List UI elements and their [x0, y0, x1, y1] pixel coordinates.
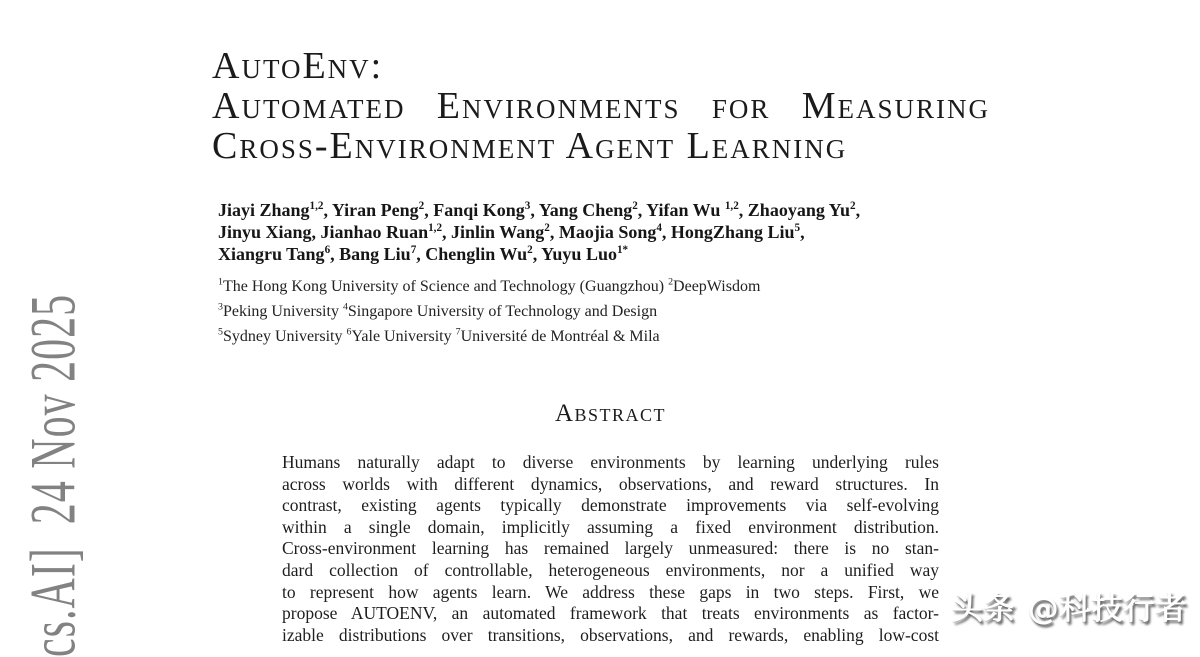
paper-title [212, 46, 990, 166]
affiliations-list [218, 274, 978, 349]
text-line: dard collection of controllable, heterogeneous environments, nor a unified way [282, 559, 939, 580]
arxiv-sidebar-label: cs.AI] 24 Nov 2025 [18, 293, 91, 657]
text-line: contrast, existing agents typically demonstrate improvements via self-evolving [282, 495, 939, 516]
text-line: Jinyu Xiang, Jianhao Ruan$^{1,2}$, Jinlin Wang$^2$, Maojia Song$^4$, HongZhang Liu$^5$, [218, 222, 805, 242]
text-line: izable distributions over transitions, observations, and rewards, enabling low-cost [282, 624, 939, 645]
text-line: $^3$Peking University $^4$Singapore University of Technology and Design [218, 301, 658, 320]
text-line: Humans naturally adapt to diverse environments by learning underlying rules [282, 452, 939, 472]
text-line: Cross-environment learning has remained largely unmeasured: there is no stan- [282, 538, 939, 559]
text-line: $^1$The Hong Kong University of Science and Technology (Guangzhou) $^2$DeepWisdom [218, 276, 761, 295]
text-line: $^5$Sydney University $^6$Yale University $^7$Université de Montréal & Mila [218, 326, 660, 345]
text-line: within a single domain, implicitly assuming a fixed environment distribution. [282, 516, 939, 537]
abstract-text [282, 452, 939, 646]
text-line: Xiangru Tang$^6$, Bang Liu$^7$, Chenglin Wu$^2$, Yuyu Luo$^{1*}$ [218, 244, 629, 264]
text-line: propose AUTOENV, an automated framework that treats environments as factor- [282, 603, 939, 624]
paper-title-line-1: AutoEnv: [212, 45, 384, 87]
text-line: Jiayi Zhang$^{1,2}$, Yiran Peng$^2$, Fanqi Kong$^3$, Yang Cheng$^2$, Yifan Wu $^{1,2}$, Zhaoyang Yu$^2$, [218, 200, 861, 220]
paper-title-line-3: Cross-Environment Agent Learning [212, 125, 848, 167]
abstract-heading: Abstract [554, 400, 667, 427]
paper-title-line-2: Automated Environments for Measuring [212, 85, 990, 127]
authors-list [218, 199, 978, 265]
watermark-label: 头条 @科技行者 [952, 591, 1188, 627]
text-line: across worlds with different dynamics, observations, and reward structures. In [282, 473, 939, 494]
text-line: to represent how agents learn. We address these gaps in two steps. First, we [282, 581, 939, 602]
